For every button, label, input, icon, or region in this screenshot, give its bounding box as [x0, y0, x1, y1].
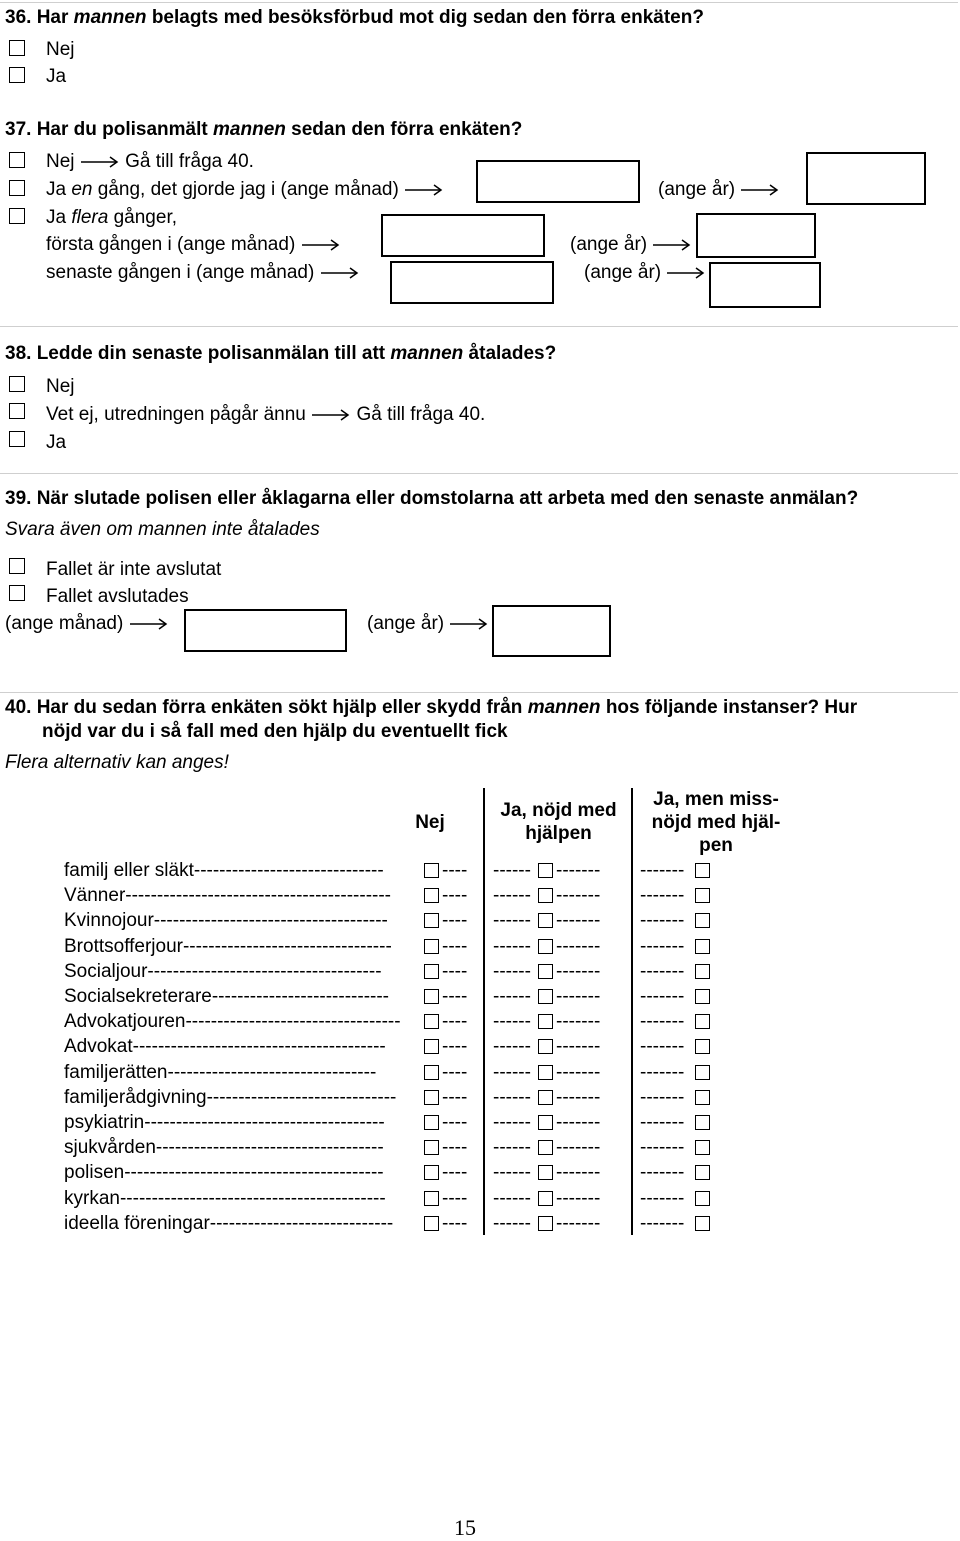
dash-filler: ----	[442, 961, 468, 982]
q37-nej-checkbox[interactable]	[9, 152, 25, 168]
q39-month-row: (ange månad)	[5, 613, 169, 635]
dash-filler: ------	[493, 1062, 531, 1083]
row-label: Advokat----------------------------------------	[64, 1036, 386, 1057]
nej-checkbox[interactable]	[424, 1039, 439, 1054]
q40-note: Flera alternativ kan anges!	[5, 752, 229, 773]
q37-goto-label: Gå till fråga 40.	[125, 151, 254, 172]
row-label: polisen-----------------------------------------	[64, 1162, 384, 1183]
dash-filler: ------	[493, 986, 531, 1007]
dash-filler: ------	[493, 1162, 531, 1183]
arrow-right-icon	[320, 262, 360, 284]
missnojd-checkbox[interactable]	[695, 913, 710, 928]
dash-filler: -------	[556, 1062, 601, 1083]
q36-ja-checkbox[interactable]	[9, 67, 25, 83]
arrow-right-icon	[740, 179, 780, 201]
dash-filler: -------	[640, 1112, 685, 1133]
q37-forsta-year-input[interactable]	[696, 213, 816, 258]
dash-filler: -------	[640, 1188, 685, 1209]
nojd-checkbox[interactable]	[538, 1014, 553, 1029]
q39-avslutades-checkbox[interactable]	[9, 585, 25, 601]
q37-ja-en-year-row: (ange år)	[658, 179, 780, 201]
dash-filler: -------	[556, 961, 601, 982]
nojd-checkbox[interactable]	[538, 888, 553, 903]
q37-ja-en-row: Ja en gång, det gjorde jag i (ange månad)	[46, 179, 444, 201]
row-label: psykiatrin--------------------------------------	[64, 1112, 385, 1133]
row-label: Socialsekreterare----------------------------	[64, 986, 390, 1007]
nej-checkbox[interactable]	[424, 1090, 439, 1105]
q37-senaste-row: senaste gången i (ange månad)	[46, 262, 360, 284]
arrow-right-icon	[652, 234, 692, 256]
dash-filler: ------	[493, 936, 531, 957]
row-label: Socialjour-------------------------------------	[64, 961, 382, 982]
dash-filler: -------	[556, 1011, 601, 1032]
arrow-right-icon	[301, 234, 341, 256]
dash-filler: -------	[556, 1162, 601, 1183]
q39-inte-avslutat-label: Fallet är inte avslutat	[46, 559, 222, 580]
nojd-checkbox[interactable]	[538, 863, 553, 878]
nojd-checkbox[interactable]	[538, 989, 553, 1004]
nojd-checkbox[interactable]	[538, 1140, 553, 1155]
q37-ja-flera-checkbox[interactable]	[9, 208, 25, 224]
dash-filler: ----	[442, 910, 468, 931]
dash-filler: -------	[556, 1087, 601, 1108]
dash-filler: ------	[493, 961, 531, 982]
nej-checkbox[interactable]	[424, 1140, 439, 1155]
dash-filler: ----	[442, 885, 468, 906]
dash-filler: -------	[640, 1087, 685, 1108]
q38-vet-ej-label: Vet ej, utredningen pågår ännu	[46, 404, 306, 425]
q38-nej-label: Nej	[46, 376, 75, 397]
row-label: familjerådgivning------------------------------	[64, 1087, 397, 1108]
divider	[0, 692, 958, 693]
dash-filler: -------	[640, 1036, 685, 1057]
q37-nej-label: Nej	[46, 151, 75, 172]
nej-checkbox[interactable]	[424, 888, 439, 903]
dash-filler: -------	[556, 936, 601, 957]
dash-filler: -------	[556, 885, 601, 906]
dash-filler: -------	[556, 1036, 601, 1057]
nej-checkbox[interactable]	[424, 863, 439, 878]
dash-filler: ------	[493, 1011, 531, 1032]
divider	[0, 2, 958, 3]
arrow-right-icon	[666, 262, 706, 284]
nej-checkbox[interactable]	[424, 913, 439, 928]
nej-checkbox[interactable]	[424, 1165, 439, 1180]
q38-nej-checkbox[interactable]	[9, 376, 25, 392]
q39-year-input[interactable]	[492, 605, 611, 657]
dash-filler: -------	[640, 986, 685, 1007]
nej-checkbox[interactable]	[424, 989, 439, 1004]
nej-checkbox[interactable]	[424, 1191, 439, 1206]
missnojd-checkbox[interactable]	[695, 939, 710, 954]
nojd-checkbox[interactable]	[538, 1065, 553, 1080]
dash-filler: ----	[442, 1011, 468, 1032]
q39-inte-avslutat-checkbox[interactable]	[9, 558, 25, 574]
nojd-checkbox[interactable]	[538, 1191, 553, 1206]
dash-filler: ----	[442, 1213, 468, 1234]
q37-senaste-month-input[interactable]	[390, 261, 554, 304]
divider	[0, 326, 958, 327]
dash-filler: -------	[556, 1213, 601, 1234]
nojd-checkbox[interactable]	[538, 1115, 553, 1130]
row-label: ideella föreningar-----------------------------	[64, 1213, 394, 1234]
q36-nej-checkbox[interactable]	[9, 40, 25, 56]
row-label: kyrkan------------------------------------------	[64, 1188, 386, 1209]
nej-checkbox[interactable]	[424, 1065, 439, 1080]
nej-checkbox[interactable]	[424, 964, 439, 979]
q38-vet-ej-row	[46, 404, 485, 426]
missnojd-checkbox[interactable]	[695, 1140, 710, 1155]
dash-filler: ------	[493, 1087, 531, 1108]
row-label: Vänner------------------------------------------	[64, 885, 392, 906]
missnojd-checkbox[interactable]	[695, 1165, 710, 1180]
nojd-checkbox[interactable]	[538, 1216, 553, 1231]
q37-forsta-year-row: (ange år)	[570, 234, 692, 256]
dash-filler: ----	[442, 1137, 468, 1158]
nojd-checkbox[interactable]	[538, 939, 553, 954]
missnojd-checkbox[interactable]	[695, 1065, 710, 1080]
dash-filler: ----	[442, 860, 468, 881]
q37-nej-row	[46, 151, 254, 173]
dash-filler: ----	[442, 1036, 468, 1057]
row-label: sjukvården------------------------------------	[64, 1137, 384, 1158]
col-header-nojd: Ja, nöjd med hjälpen	[500, 800, 617, 844]
dash-filler: -------	[640, 885, 685, 906]
question-40-title-line2: nöjd var du i så fall med den hjälp du eventuellt fick	[42, 721, 508, 742]
arrow-right-icon	[449, 613, 489, 635]
dash-filler: -------	[556, 986, 601, 1007]
q39-year-row: (ange år)	[367, 613, 489, 635]
q36-ja-label: Ja	[46, 66, 67, 87]
q37-senaste-year-row: (ange år)	[584, 262, 706, 284]
missnojd-checkbox[interactable]	[695, 964, 710, 979]
dash-filler: ------	[493, 1036, 531, 1057]
q38-ja-label: Ja	[46, 432, 67, 453]
nej-checkbox[interactable]	[424, 939, 439, 954]
dash-filler: -------	[640, 860, 685, 881]
q37-forsta-row: första gången i (ange månad)	[46, 234, 341, 256]
q37-senaste-year-input[interactable]	[709, 262, 821, 308]
dash-filler: ------	[493, 1112, 531, 1133]
dash-filler: -------	[640, 1213, 685, 1234]
divider	[0, 473, 958, 474]
arrow-right-icon	[80, 151, 120, 173]
dash-filler: ----	[442, 936, 468, 957]
page-number: 15	[454, 1515, 476, 1540]
q37-ja-en-year-input[interactable]	[806, 152, 926, 205]
dash-filler: ------	[493, 860, 531, 881]
dash-filler: -------	[640, 910, 685, 931]
missnojd-checkbox[interactable]	[695, 863, 710, 878]
column-divider	[483, 788, 485, 1235]
q39-month-input[interactable]	[184, 609, 347, 652]
dash-filler: ----	[442, 1188, 468, 1209]
dash-filler: -------	[640, 1062, 685, 1083]
dash-filler: ------	[493, 885, 531, 906]
q37-ja-en-month-input[interactable]	[476, 160, 640, 203]
missnojd-checkbox[interactable]	[695, 1216, 710, 1231]
nojd-checkbox[interactable]	[538, 1039, 553, 1054]
row-label: Advokatjouren----------------------------------	[64, 1011, 401, 1032]
nojd-checkbox[interactable]	[538, 1165, 553, 1180]
arrow-right-icon	[404, 179, 444, 201]
nej-checkbox[interactable]	[424, 1115, 439, 1130]
dash-filler: ------	[493, 1213, 531, 1234]
dash-filler: -------	[556, 1137, 601, 1158]
dash-filler: ------	[493, 1137, 531, 1158]
dash-filler: ------	[493, 1188, 531, 1209]
missnojd-checkbox[interactable]	[695, 989, 710, 1004]
nojd-checkbox[interactable]	[538, 1090, 553, 1105]
dash-filler: -------	[640, 1011, 685, 1032]
missnojd-checkbox[interactable]	[695, 1090, 710, 1105]
row-label: familj eller släkt------------------------------	[64, 860, 384, 881]
question-37-title: 37. Har du polisanmält mannen sedan den förra enkäten?	[5, 119, 523, 140]
nojd-checkbox[interactable]	[538, 964, 553, 979]
row-label: Brottsofferjour---------------------------------	[64, 936, 392, 957]
column-divider	[631, 788, 633, 1235]
row-label: familjerätten---------------------------------	[64, 1062, 377, 1083]
q38-goto-label: Gå till fråga 40.	[356, 404, 486, 425]
nojd-checkbox[interactable]	[538, 913, 553, 928]
q37-forsta-month-input[interactable]	[381, 214, 545, 257]
dash-filler: ----	[442, 1162, 468, 1183]
col-header-missnojd: Ja, men miss- nöjd med hjäl- pen	[651, 789, 781, 856]
missnojd-checkbox[interactable]	[695, 888, 710, 903]
question-38-title: 38. Ledde din senaste polisanmälan till att mannen åtalades?	[5, 343, 557, 364]
dash-filler: -------	[640, 1162, 685, 1183]
dash-filler: ------	[493, 910, 531, 931]
dash-filler: ----	[442, 1087, 468, 1108]
dash-filler: -------	[556, 860, 601, 881]
dash-filler: -------	[640, 936, 685, 957]
question-36-title: 36. Har mannen belagts med besöksförbud mot dig sedan den förra enkäten?	[5, 7, 704, 28]
dash-filler: -------	[556, 1112, 601, 1133]
row-label: Kvinnojour-------------------------------------	[64, 910, 388, 931]
question-39-title: 39. När slutade polisen eller åklagarna eller domstolarna att arbeta med den senaste anmälan?	[5, 488, 859, 509]
q39-avslutades-label: Fallet avslutades	[46, 586, 189, 607]
dash-filler: ----	[442, 1112, 468, 1133]
dash-filler: ----	[442, 986, 468, 1007]
dash-filler: -------	[640, 961, 685, 982]
dash-filler: -------	[556, 1188, 601, 1209]
q38-vet-ej-checkbox[interactable]	[9, 403, 25, 419]
nej-checkbox[interactable]	[424, 1014, 439, 1029]
dash-filler: -------	[640, 1137, 685, 1158]
q37-ja-en-checkbox[interactable]	[9, 180, 25, 196]
missnojd-checkbox[interactable]	[695, 1115, 710, 1130]
arrow-right-icon	[129, 613, 169, 635]
q37-ja-flera-label: Ja flera gånger,	[46, 207, 178, 228]
missnojd-checkbox[interactable]	[695, 1191, 710, 1206]
missnojd-checkbox[interactable]	[695, 1014, 710, 1029]
q36-nej-label: Nej	[46, 39, 75, 60]
nej-checkbox[interactable]	[424, 1216, 439, 1231]
dash-filler: ----	[442, 1062, 468, 1083]
q38-ja-checkbox[interactable]	[9, 431, 25, 447]
missnojd-checkbox[interactable]	[695, 1039, 710, 1054]
arrow-right-icon	[311, 404, 351, 426]
dash-filler: -------	[556, 910, 601, 931]
col-header-nej: Nej	[415, 812, 445, 833]
q39-subtitle: Svara även om mannen inte åtalades	[5, 519, 320, 540]
question-40-title-line1: 40. Har du sedan förra enkäten sökt hjälp eller skydd från mannen hos följande instanser? Hur	[5, 697, 858, 718]
